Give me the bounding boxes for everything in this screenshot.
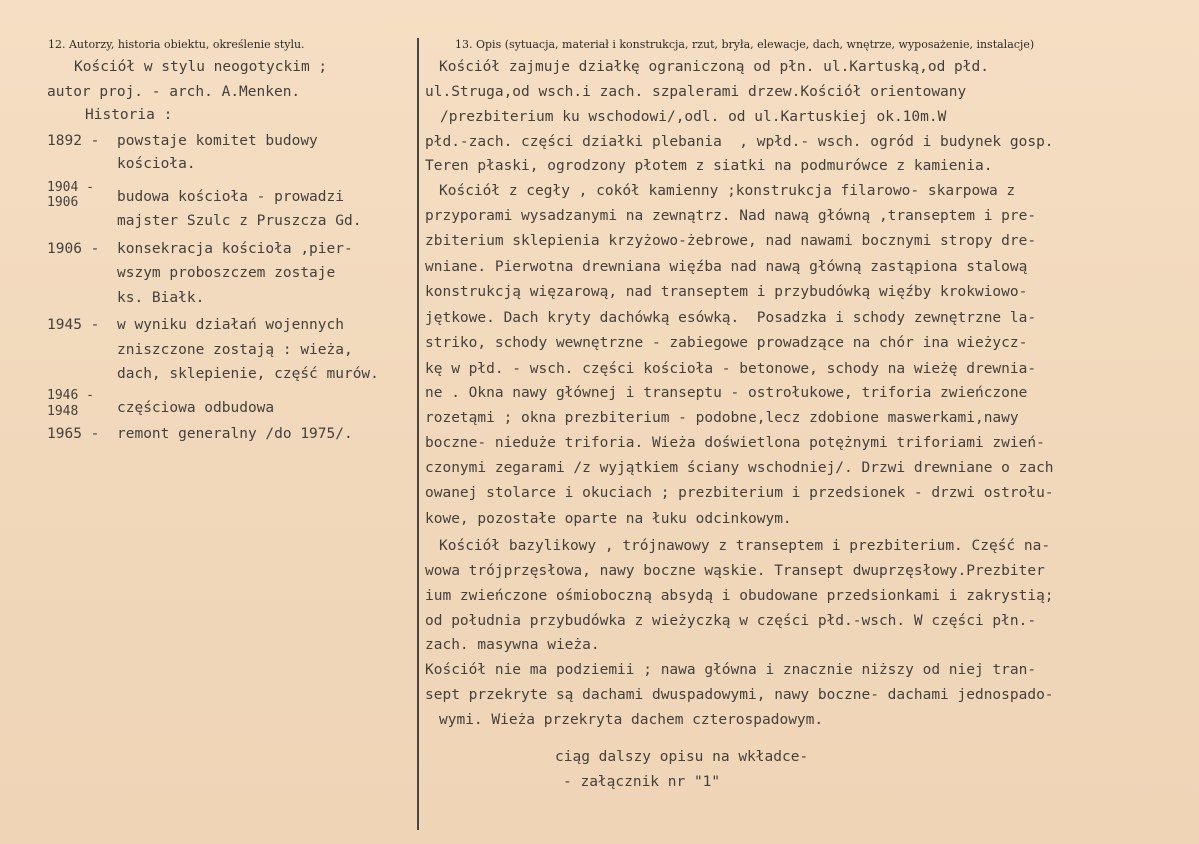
intro-line-2: autor proj. - arch. A.Menken. — [47, 84, 301, 100]
event-text: ks. Białk. — [117, 290, 205, 306]
description-line: Kościół zajmuje działkę ograniczoną od płn. ul.Kartuską,od płd. — [439, 59, 989, 75]
intro-line-1: Kościół w stylu neogotyckim ; — [74, 59, 328, 75]
event-year-end: 1906 — [47, 195, 79, 210]
description-line: Kościół nie ma podziemii ; nawa główna i znacznie niższy od niej tran- — [425, 662, 1037, 678]
description-line: wymi. Wieża przekryta dachem czterospadowym. — [439, 712, 824, 728]
description-line: czonymi zegarami /z wyjątkiem ściany wschodniej/. Drzwi drewniane o zach — [425, 460, 1054, 476]
description-line: Kościół bazylikowy , trójnawowy z transeptem i prezbiterium. Część na- — [439, 538, 1051, 554]
column-divider — [417, 38, 419, 830]
description-line: zach. masywna wieża. — [425, 637, 600, 653]
description-line: wowa trójprzęsłowa, nawy boczne wąskie. Transept dwuprzęsłowy.Prezbiter — [425, 563, 1045, 579]
history-label: Historia : — [85, 107, 173, 123]
event-text: w wyniku działań wojennych — [117, 317, 344, 333]
description-line: jętkowe. Dach kryty dachówką esówką. Posadzka i schody zewnętrzne la- — [425, 310, 1037, 326]
event-text: kościoła. — [117, 156, 196, 172]
event-year: 1946 - — [47, 388, 94, 403]
event-text: zniszczone zostają : wieża, — [117, 342, 353, 358]
event-year: 1892 - — [47, 133, 100, 149]
description-line: boczne- nieduże triforia. Wieża doświetlona potężnymi triforiami zwień- — [425, 435, 1045, 451]
description-line: przyporami wysadzanymi na zewnątrz. Nad nawą główną ,transeptem i pre- — [425, 208, 1037, 224]
event-year: 1906 - — [47, 241, 100, 257]
description-line: kowe, pozostałe oparte na łuku odcinkowym. — [425, 511, 792, 527]
event-year: 1904 - — [47, 180, 94, 195]
description-line: owanej stolarce i okuciach ; prezbiterium i przedsionek - drzwi ostrołu- — [425, 485, 1054, 501]
description-line: ium zwieńczone ośmioboczną absydą i obudowane przedsionkami i zakrystią; — [425, 588, 1054, 604]
description-line: ul.Struga,od wsch.i zach. szpalerami drzew.Kościół orientowany — [425, 84, 967, 100]
description-line: wniane. Pierwotna drewniana więźba nad nawą główną zastąpiona stalową — [425, 259, 1028, 275]
right-section-heading: 13. Opis (sytuacja, materiał i konstrukcja, rzut, bryła, elewacje, dach, wnętrze, wyposażenie, instalacje) — [455, 38, 1035, 51]
description-line: /prezbiterium ku wschodowi/,odl. od ul.Kartuskiej ok.10m.W — [440, 109, 947, 125]
description-line: rozetąmi ; okna prezbiterium - podobne,lecz zdobione maswerkami,nawy — [425, 410, 1019, 426]
description-line: zbiterium sklepienia krzyżowo-żebrowe, nad nawami bocznymi stropy dre- — [425, 233, 1037, 249]
event-text: majster Szulc z Pruszcza Gd. — [117, 213, 362, 229]
description-line: od południa przybudówka z wieżyczką w części płd.-wsch. W części płn.- — [425, 613, 1037, 629]
event-text: remont generalny /do 1975/. — [117, 426, 353, 442]
event-text: wszym proboszczem zostaje — [117, 265, 336, 281]
description-line: ciąg dalszy opisu na wkładce- — [555, 749, 809, 765]
event-year: 1945 - — [47, 317, 100, 333]
left-section-heading: 12. Autorzy, historia obiektu, określenie stylu. — [48, 38, 305, 51]
description-line: Kościół z cegły , cokół kamienny ;konstrukcja filarowo- skarpowa z — [439, 183, 1016, 199]
description-line: kę w płd. - wsch. części kościoła - betonowe, schody na wieżę drewnia- — [425, 361, 1037, 377]
event-year-end: 1948 — [47, 404, 79, 419]
description-line: płd.-zach. części działki plebania , wpłd.- wsch. ogród i budynek gosp. — [425, 134, 1054, 150]
event-text: dach, sklepienie, część murów. — [117, 366, 379, 382]
description-line: - załącznik nr "1" — [563, 774, 721, 790]
event-year: 1965 - — [47, 426, 100, 442]
event-text: budowa kościoła - prowadzi — [117, 189, 344, 205]
event-text: częściowa odbudowa — [117, 400, 275, 416]
description-line: striko, schody wewnętrzne - zabiegowe prowadzące na chór ina wieżycz- — [425, 335, 1028, 351]
description-line: konstrukcją więzarową, nad transeptem i przybudówką więźby krokwiowo- — [425, 284, 1028, 300]
description-line: Teren płaski, ogrodzony płotem z siatki na podmurówce z kamienia. — [425, 158, 993, 174]
event-text: powstaje komitet budowy — [117, 133, 318, 149]
description-line: sept przekryte są dachami dwuspadowymi, nawy boczne- dachami jednospado- — [425, 687, 1054, 703]
event-text: konsekracja kościoła ,pier- — [117, 241, 353, 257]
description-line: ne . Okna nawy głównej i transeptu - ostrołukowe, triforia zwieńczone — [425, 385, 1028, 401]
